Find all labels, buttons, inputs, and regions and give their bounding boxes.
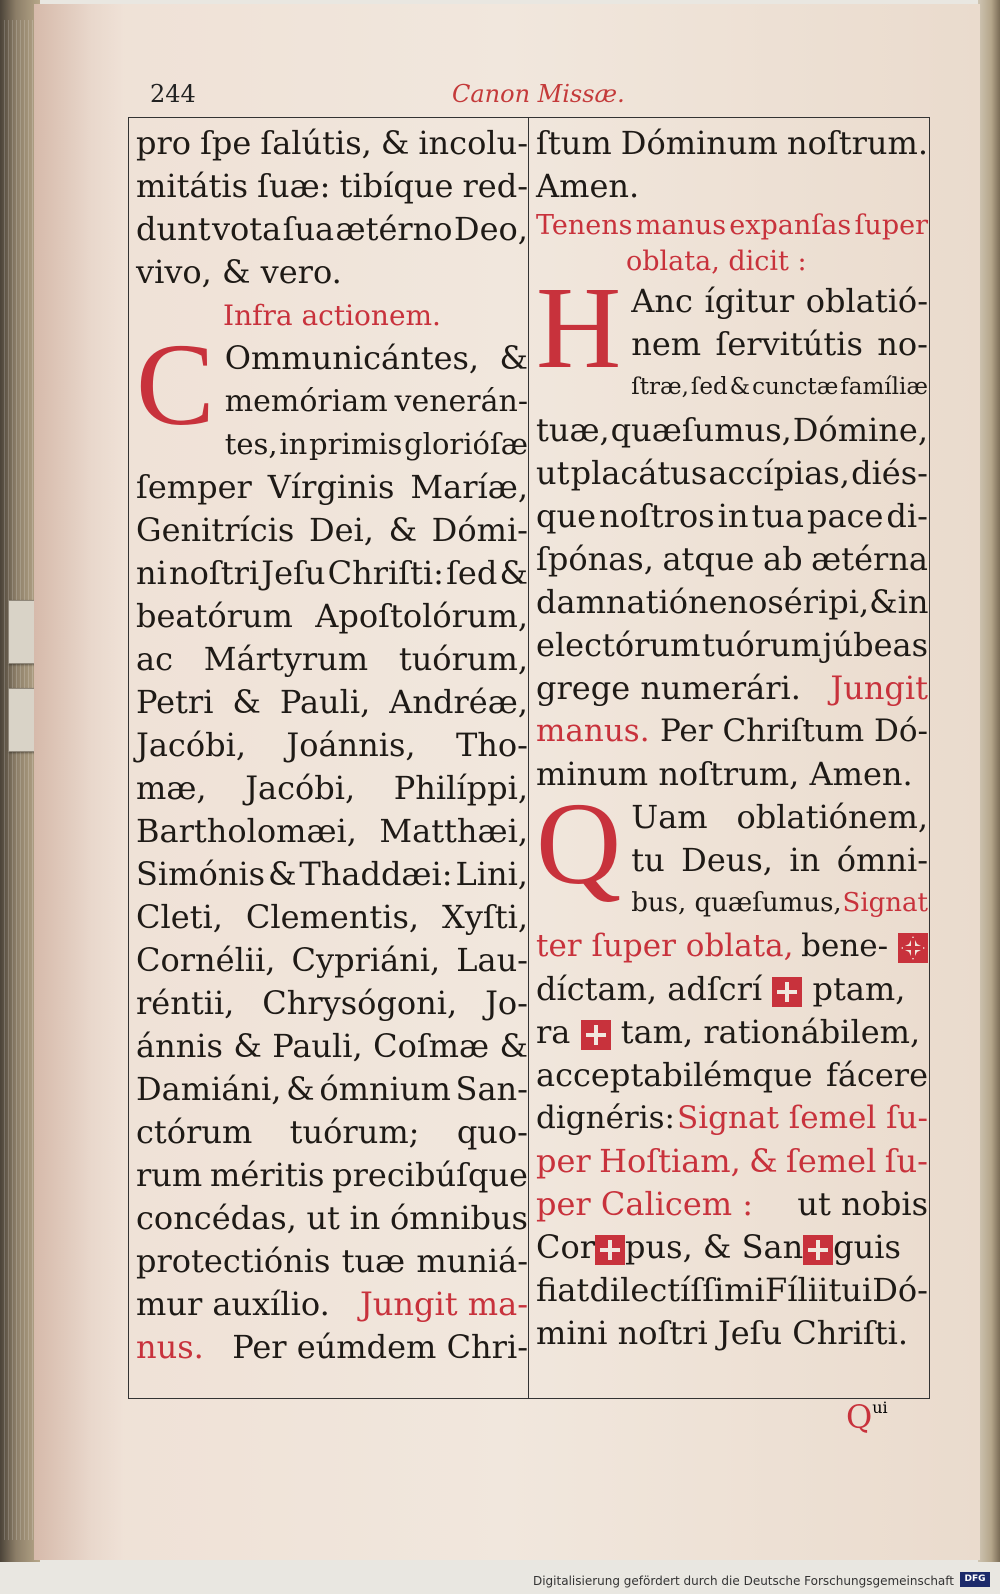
text-line: tes, in primis glorióſæ xyxy=(224,427,528,461)
text-line: mitátis ſuæ: tibíque red- xyxy=(136,167,528,205)
text-line: mæ, Jacóbi, Philíppi, xyxy=(136,769,528,807)
column-rule xyxy=(528,117,529,1399)
text-fragment: dignéris: xyxy=(536,1100,676,1136)
text-line: Ommunicántes, & xyxy=(224,339,528,377)
text-line: Bartholomæi, Matthæi, xyxy=(136,812,528,850)
page-number: 244 xyxy=(150,80,196,108)
rubric-fragment: Jungit xyxy=(830,669,928,707)
text-line: réntii, Chrysógoni, Jo- xyxy=(136,984,528,1022)
footer-credit: Digitalisierung gefördert durch die Deutsche Forschungsgemeinschaft xyxy=(532,1574,954,1588)
text-line: ac Mártyrum tuórum, xyxy=(136,640,528,678)
text-line: memóriam venerán- xyxy=(224,384,528,419)
running-title: Canon Missæ. xyxy=(452,80,625,108)
text-line-final-2 xyxy=(136,1326,528,1369)
text-line: mini noſtri Jeſu Chriſti. xyxy=(536,1314,908,1352)
text-fragment: grege numerári. xyxy=(536,669,801,707)
text-line: ánnis & Pauli, Coſmæ & xyxy=(136,1027,528,1065)
text-line: ſpónas, atque ab ætérna xyxy=(536,540,928,578)
rubric-heading: oblata, dicit : xyxy=(626,246,807,277)
text-line: ctórum tuórum; quo- xyxy=(136,1113,528,1151)
text-fragment: ptam, xyxy=(812,970,906,1008)
text-line xyxy=(536,1226,928,1269)
text-line: pro ſpe ſalútis, & incolu- xyxy=(136,124,528,162)
text-fragment xyxy=(536,1011,920,1054)
rubric-fragment: nus. xyxy=(136,1328,204,1366)
text-line: acceptabilémque fácere xyxy=(536,1056,928,1094)
catchword-rest: ui xyxy=(872,1398,888,1417)
text-line: Damiáni, & ómnium San- xyxy=(136,1070,528,1108)
text-fragment: díctam, adſcrí xyxy=(536,970,763,1008)
text-line xyxy=(631,882,928,925)
text-line: vivo, & vero. xyxy=(136,253,342,291)
cross-pattee-icon xyxy=(581,1020,611,1050)
text-fragment: Cor xyxy=(536,1228,596,1266)
cross-pattee-icon xyxy=(595,1235,625,1265)
text-fragment xyxy=(536,1226,901,1269)
text-line xyxy=(536,667,928,710)
text-line: Amen. xyxy=(536,167,640,205)
text-line xyxy=(536,1097,928,1140)
text-line-final xyxy=(136,1283,528,1326)
left-column xyxy=(136,122,528,1369)
text-line: Simónis & Thaddæi: Lini, xyxy=(136,855,528,893)
text-line: fiat dilectíſſimi Fílii tui Dó- xyxy=(536,1271,928,1309)
rubric-fragment: Signat xyxy=(842,888,928,918)
text-line xyxy=(536,968,928,1011)
rubric-fragment: per Calicem : xyxy=(536,1185,754,1223)
text-line: dunt vota ſua ætérno Deo, xyxy=(136,210,528,248)
text-line xyxy=(536,710,928,753)
rubric-fragment: Signat ſemel ſu- xyxy=(677,1100,928,1136)
text-line: tuæ, quæſumus, Dómine, xyxy=(536,411,928,449)
catchword-initial: Q xyxy=(846,1398,873,1436)
text-line: ni noſtri Jeſu Chriſti: ſed & xyxy=(136,554,528,592)
dfg-logo: DFG xyxy=(960,1572,990,1587)
text-line: Anc ígitur oblatió- xyxy=(631,282,928,320)
text-line: tu Deus, in ómni- xyxy=(631,841,928,879)
text-line xyxy=(536,925,928,968)
drop-cap-c: C xyxy=(136,319,215,450)
right-column xyxy=(536,122,928,1355)
cross-pattee-icon xyxy=(803,1235,833,1265)
text-line: ut placátus accípias, diés- xyxy=(536,454,928,492)
text-fragment: tam, rationábilem, xyxy=(620,1013,921,1051)
rubric-fragment: manus. xyxy=(536,713,650,749)
text-fragment: ra xyxy=(536,1013,571,1051)
text-line: electórum tuórum júbeas xyxy=(536,626,928,664)
catchword xyxy=(846,1398,888,1436)
book-edge-right xyxy=(978,0,1000,1562)
text-line: protectiónis tuæ muniá- xyxy=(136,1242,528,1280)
text-fragment: Per eúmdem Chri- xyxy=(232,1328,528,1366)
text-line: concédas, ut in ómnibus xyxy=(136,1199,528,1237)
text-fragment xyxy=(801,925,928,968)
text-line: ſemper Vírginis Maríæ, xyxy=(136,468,528,506)
text-fragment: bus, quæſumus, xyxy=(631,888,842,918)
rubric-fragment: ter ſuper oblata, xyxy=(536,928,794,964)
rubric-heading: Infra actionem. xyxy=(223,299,441,332)
rubric-line: per Hoſtiam, & ſemel ſu- xyxy=(536,1142,928,1180)
text-fragment: pus, & San xyxy=(625,1228,804,1266)
drop-cap-q: Q xyxy=(536,778,622,909)
cross-pattee-icon xyxy=(898,933,928,963)
text-line: Jacóbi, Joánnis, Tho- xyxy=(136,726,528,764)
rubric-fragment: Jungit ma- xyxy=(359,1285,528,1323)
text-line: nem ſervitútis no- xyxy=(631,325,928,363)
rubric-heading: Tenens manus expanſas ſuper xyxy=(536,210,928,241)
text-line: ſtræ, ſed & cunctæ famíliæ xyxy=(631,374,928,400)
text-line: Uam oblatiónem, xyxy=(631,798,928,836)
text-line: beatórum Apoſtolórum, xyxy=(136,597,528,635)
text-fragment: ut nobis xyxy=(797,1185,928,1223)
text-line: ſtum Dóminum noſtrum. xyxy=(536,124,928,162)
text-line xyxy=(536,1011,928,1054)
text-fragment: bene- xyxy=(801,928,889,964)
text-line: damnatióne nos éripi, & in xyxy=(536,583,929,621)
text-line xyxy=(536,1183,928,1226)
text-line: Cornélii, Cypriáni, Lau- xyxy=(136,941,528,979)
text-line: minum noſtrum, Amen. xyxy=(536,755,913,793)
text-line: Petri & Pauli, Andréæ, xyxy=(136,683,528,721)
text-fragment: mur auxílio. xyxy=(136,1285,330,1323)
text-line: que noſtros in tua pace di- xyxy=(536,497,928,535)
text-line: Cleti, Clementis, Xyſti, xyxy=(136,898,528,936)
text-fragment: guis xyxy=(833,1228,901,1266)
text-line: rum méritis precibúſque xyxy=(136,1156,528,1194)
cross-pattee-icon xyxy=(772,977,802,1007)
text-fragment xyxy=(536,968,905,1011)
text-fragment: Per Chriſtum Dó- xyxy=(659,713,928,749)
text-line: Genitrícis Dei, & Dómi- xyxy=(136,511,528,549)
drop-cap-h: H xyxy=(536,262,622,393)
